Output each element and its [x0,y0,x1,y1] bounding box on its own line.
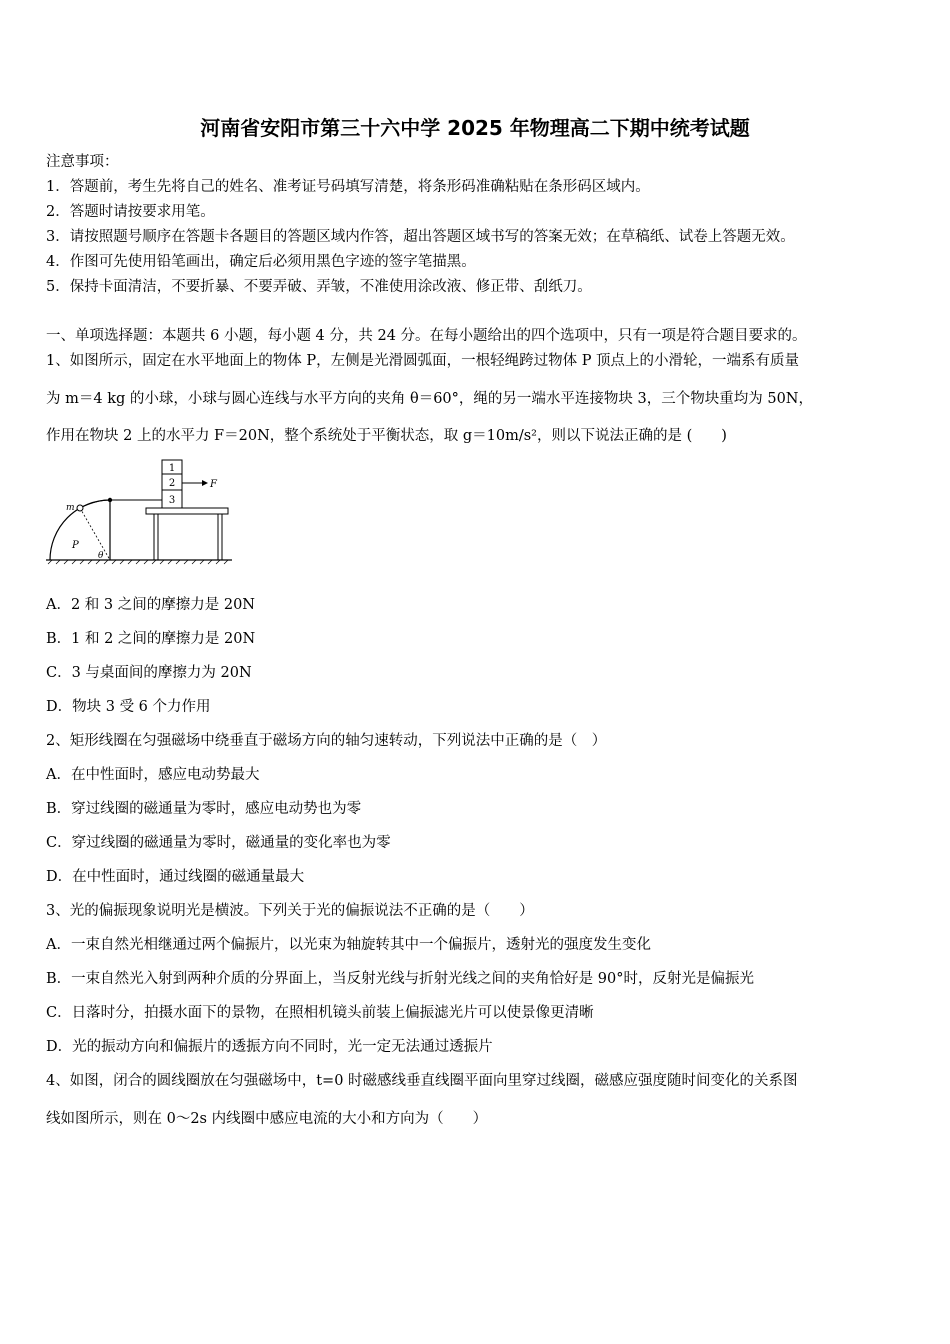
q1-option-d: D．物块 3 受 6 个力作用 [46,699,211,715]
q3-option-d: D．光的振动方向和偏振片的透振方向不同时，光一定无法通过透振片 [46,1039,493,1055]
q3-option-a: A．一束自然光相继通过两个偏振片，以光束为轴旋转其中一个偏振片，透射光的强度发生变化 [46,937,651,953]
q4-stem-line2: 线如图所示，则在 0～2s 内线圈中感应电流的大小和方向为（ ） [46,1111,488,1127]
q2-option-c: C．穿过线圈的磁通量为零时，磁通量的变化率也为零 [46,835,391,851]
section-heading: 一、单项选择题：本题共 6 小题，每小题 4 分，共 24 分。在每小题给出的四个选项中，只有一项是符合题目要求的。 [46,328,807,344]
force-label: F [210,479,217,490]
q2-option-b: B．穿过线圈的磁通量为零时，感应电动势也为零 [46,801,362,817]
q1-option-a: A．2 和 3 之间的摩擦力是 20N [46,597,255,613]
q4-stem-line1: 4、如图，闭合的圆线圈放在匀强磁场中，t=0 时磁感线垂直线圈平面向里穿过线圈，磁感应强度随时间变化的关系图 [46,1073,798,1089]
block3-label: 3 [168,495,176,506]
body-label: P [72,540,79,551]
q2-stem: 2、矩形线圈在匀强磁场中绕垂直于磁场方向的轴匀速转动，下列说法中正确的是（ ） [46,733,607,749]
block1-label: 1 [168,463,176,474]
q1-stem-line1: 1、如图所示，固定在水平地面上的物体 P，左侧是光滑圆弧面，一根轻绳跨过物体 P 顶点上的小滑轮，一端系有质量 [46,353,800,369]
note-item: 1．答题前，考生先将自己的姓名、准考证号码填写清楚，将条形码准确粘贴在条形码区域内。 [46,179,650,195]
q1-figure [46,456,232,568]
q1-option-c: C．3 与桌面间的摩擦力为 20N [46,665,252,681]
note-item: 3．请按照题号顺序在答题卡各题目的答题区域内作答，超出答题区域书写的答案无效；在草稿纸、试卷上答题无效。 [46,229,795,245]
q3-option-b: B．一束自然光入射到两种介质的分界面上，当反射光线与折射光线之间的夹角恰好是 90°时，反射光是偏振光 [46,971,754,987]
page-title: 河南省安阳市第三十六中学 2025 年物理高二下期中统考试题 [200,116,750,140]
q2-option-a: A．在中性面时，感应电动势最大 [46,767,260,783]
block2-label: 2 [168,478,176,489]
note-item: 5．保持卡面清洁，不要折暴、不要弄破、弄皱，不准使用涂改液、修正带、刮纸刀。 [46,279,592,295]
mass-label: m [66,503,75,513]
q3-option-c: C．日落时分，拍摄水面下的景物，在照相机镜头前装上偏振滤光片可以使景像更清晰 [46,1005,594,1021]
q2-option-d: D．在中性面时，通过线圈的磁通量最大 [46,869,305,885]
q1-stem-line3: 作用在物块 2 上的水平力 F＝20N，整个系统处于平衡状态，取 g＝10m/s²，则以下说法正确的是 ( ) [46,428,727,444]
q1-stem-line2: 为 m＝4 kg 的小球，小球与圆心连线与水平方向的夹角 θ＝60°，绳的另一端水平连接物块 3，三个物块重均为 50N， [46,391,813,407]
notes-heading: 注意事项： [46,154,119,170]
note-item: 2．答题时请按要求用笔。 [46,204,215,220]
angle-label: θ [98,551,104,561]
note-item: 4．作图可先使用铅笔画出，确定后必须用黑色字迹的签字笔描黑。 [46,254,476,270]
q1-option-b: B．1 和 2 之间的摩擦力是 20N [46,631,256,647]
q3-stem: 3、光的偏振现象说明光是横波。下列关于光的偏振说法不正确的是（ ） [46,903,534,919]
